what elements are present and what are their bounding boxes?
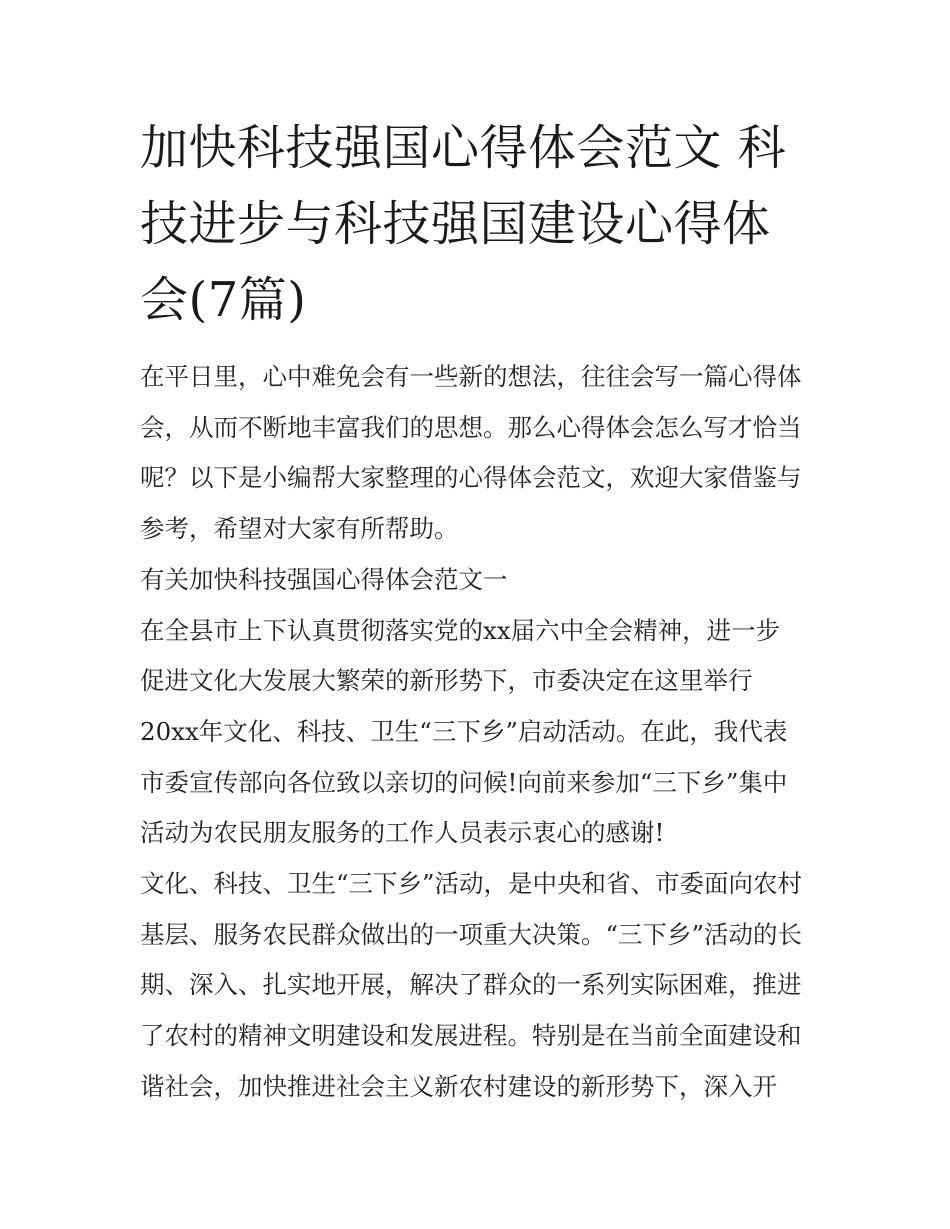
body-text-line: 在全县市上下认真贯彻落实党的xx届六中全会精神，进一步 [140,615,781,645]
document-title [140,110,820,338]
body-text-line: 基层、服务农民群众做出的一项重大决策。“三下乡”活动的长 [140,919,803,949]
body-text-line: 谐社会，加快推进社会主义新农村建设的新形势下，深入开 [140,1071,777,1101]
title-line: 会(7篇) [140,272,307,328]
body-text-line: 参考，希望对大家有所帮助。 [140,514,459,544]
body-text-line: 市委宣传部向各位致以亲切的问候!向前来参加“三下乡”集中 [140,767,788,797]
body-text-line: 文化、科技、卫生“三下乡”活动，是中央和省、市委面向农村 [140,869,803,899]
body-text-line: 在平日里，心中难免会有一些新的想法，往往会写一篇心得体 [140,362,802,391]
document-body [140,352,820,1113]
body-text-line: 20xx年文化、科技、卫生“三下乡”启动活动。在此，我代表 [140,716,788,746]
body-text-line: 促进文化大发展大繁荣的新形势下，市委决定在这里举行 [140,666,753,696]
body-text-line: 活动为农民朋友服务的工作人员表示衷心的感谢! [140,818,665,848]
body-text-line: 呢？以下是小编帮大家整理的心得体会范文，欢迎大家借鉴与 [140,463,802,493]
title-line: 加快科技强国心得体会范文 科 [140,120,787,176]
body-text-line: 了农村的精神文明建设和发展进程。特别是在当前全面建设和 [140,1021,802,1051]
title-line: 技进步与科技强国建设心得体 [140,196,771,252]
body-text-line: 会，从而不断地丰富我们的思想。那么心得体会怎么写才恰当 [140,412,802,442]
body-text-line: 期、深入、扎实地开展，解决了群众的一系列实际困难，推进 [140,970,802,1000]
section-heading: 有关加快科技强国心得体会范文一 [140,564,508,594]
